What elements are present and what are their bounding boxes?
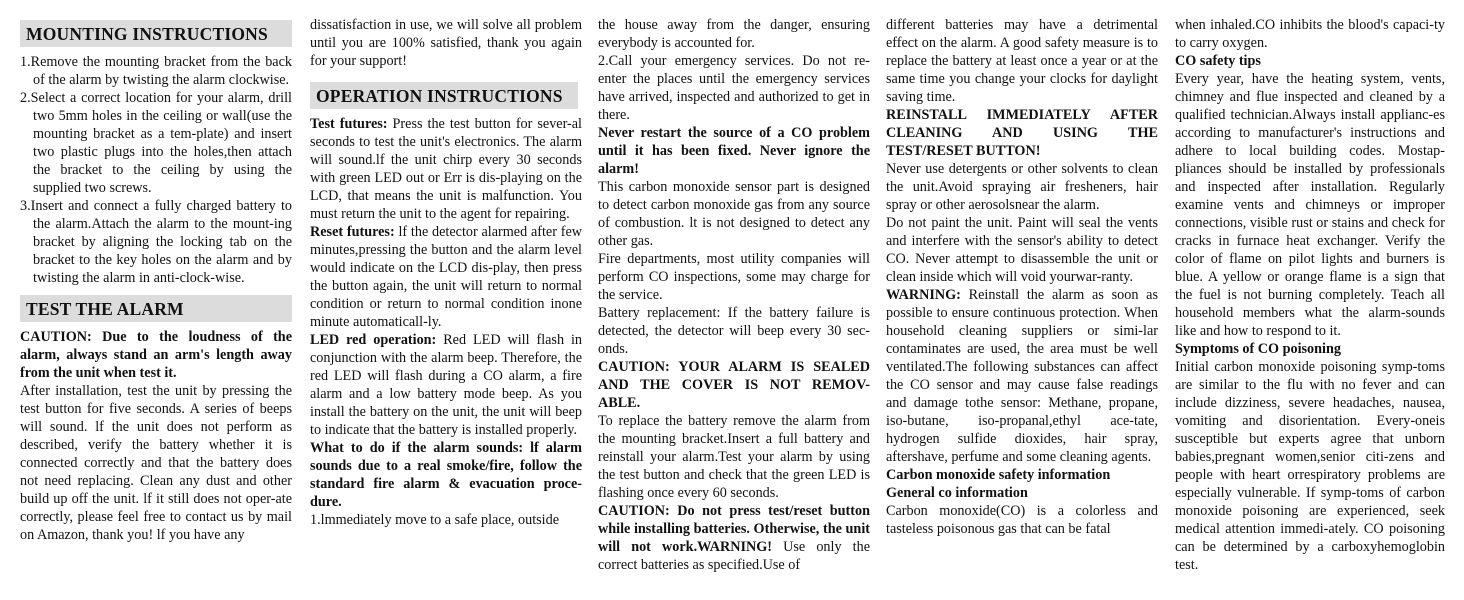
operation-instructions-heading: OPERATION INSTRUCTIONS: [310, 82, 578, 109]
col5-continuation: when inhaled.CO inhibits the blood's capaci-ty to carry oxygen.: [1175, 17, 1445, 51]
warning-text: Reinstall the alarm as soon as possible to ensure continuous protection. When household cleaning suppliers or simi-lar contaminates are used, the area must be well ventilated.The following substances can affect the CO sensor and may cause false readings and damage tothe sensor: Methane, propane, iso-butane, iso-propanal,ethyl ace-tate, hydrogen sulfide dioxides, hair spray, aftershave, perfume and some cleaning agents.: [886, 287, 1158, 465]
evacuation-step-1: 1.lmmediately move to a safe place, outside: [310, 512, 559, 528]
column-3: [598, 16, 870, 574]
mounting-step-2: 2.Select a correct location for your alarm, drill two 5mm holes in the ceiling or wall(use the mounting bracket as a tem-plate) and insert two plastic plugs into the holes,then attach the bracket to the ceiling by using the supplied two screws.: [20, 90, 292, 196]
replace-battery-paragraph: To replace the battery remove the alarm from the mounting bracket.Insert a full battery and reinstall your alarm.Test your alarm by using the test button and check that the green LED is flashing once every 60 seconds.: [598, 413, 870, 501]
warning-paragraph: [886, 286, 1158, 466]
warning-label: WARNING:: [886, 287, 961, 303]
reset-futures-paragraph: [310, 223, 582, 331]
press-caution-bold: CAUTION: Do not press test/reset button while installing batteries. Otherwise, the unit will not work.WARNING!: [598, 503, 870, 555]
sensor-paragraph: This carbon monoxide sensor part is designed to detect carbon monoxide gas from any source of combustion. lt is not designed to detect any other gas.: [598, 179, 870, 249]
mounting-instructions-heading: MOUNTING INSTRUCTIONS: [20, 20, 292, 47]
do-not-paint: Do not paint the unit. Paint will seal the vents and interfere with the sensor's ability to detect CO. Never attempt to disassemble the unit or clean inside which will void yourwar-ranty.: [886, 215, 1158, 285]
mounting-step-1: 1.Remove the mounting bracket from the back of the alarm by twisting the alarm clockwise.: [20, 54, 292, 88]
never-restart-warning: Never restart the source of a CO problem until it has been fixed. Never ignore the alarm!: [598, 125, 870, 177]
col4-continuation: different batteries may have a detrimental effect on the alarm. A good safety measure is to replace the battery at least once a year or at the same time you change your clocks for daylight saving time.: [886, 17, 1158, 105]
col2-continuation: dissatisfaction in use, we will solve all problem until you are 100% satisfied, thank you again for your support!: [310, 17, 582, 69]
what-to-do-paragraph: What to do if the alarm sounds: lf alarm sounds due to a real smoke/fire, follow the standard fire alarm & evacuation proce-dure.: [310, 440, 582, 510]
co-safety-info-heading: Carbon monoxide safety information: [886, 467, 1111, 483]
column-2: [310, 16, 582, 529]
symptoms-heading: Symptoms of CO poisoning: [1175, 341, 1341, 357]
fire-departments-paragraph: Fire departments, most utility companies will perform CO inspections, some may charge for the service.: [598, 251, 870, 303]
column-5: [1175, 16, 1445, 574]
column-1: [20, 16, 292, 544]
symptoms-paragraph: Initial carbon monoxide poisoning symp-toms are similar to the flu with no fever and can include dizziness, severe headaches, nausea, vomiting and disorientation. Every-oneis susceptible but experts agree that unborn babies,pregnant women,senior citi-zens and people with heart orrespiratory problems are especially vulnerable. If symp-toms of carbon monoxide poisoning are experienced, seek medical attention immedi-ately. CO poisoning can be determined by a carboxyhemoglobin test.: [1175, 359, 1445, 573]
col3-continuation: the house away from the danger, ensuring everybody is accounted for.: [598, 17, 870, 51]
general-co-paragraph: Carbon monoxide(CO) is a colorless and tasteless poisonous gas that can be fatal: [886, 503, 1158, 537]
never-use-detergents: Never use detergents or other solvents to clean the unit.Avoid spraying air fresheners, hair spray or other aerosolsnear the alarm.: [886, 161, 1158, 213]
press-caution-paragraph: [598, 502, 870, 574]
test-caution: CAUTION: Due to the loudness of the alarm, always stand an arm's length away from the unit when test it.: [20, 329, 292, 381]
co-safety-tips-heading: CO safety tips: [1175, 53, 1261, 69]
led-label: LED red operation:: [310, 332, 437, 348]
sealed-caution: CAUTION: YOUR ALARM IS SEALED AND THE COVER IS NOT REMOV-ABLE.: [598, 359, 870, 411]
test-futures-label: Test futures:: [310, 116, 388, 132]
general-co-info-heading: General co information: [886, 485, 1028, 501]
evacuation-step-2: 2.Call your emergency services. Do not re-enter the places until the emergency services have arrived, inspected and authorized to get in there.: [598, 53, 870, 123]
column-4: [886, 16, 1158, 538]
co-safety-tips-paragraph: Every year, have the heating system, vents, chimney and flue inspected and cleaned by a qualified technician.Always install applianc-es according to manufacturer's instructions and adhere to local building codes. Mostap-pliances should be installed by professionals and inspected after installation. Regularly examine vents and chimneys or improper connections, visible rust or stains and check for cracks in furnace heat exchanger. Verify the color of flame on pilot lights and burners is blue. A yellow or orange flame is a sign that the fuel is not burning completely. Teach all household members what the alarm-sounds like and how to respond to it.: [1175, 71, 1445, 339]
reset-futures-text: lf the detector alarmed after few minutes,pressing the button and the alarm level would indicate on the LCD dis-play, then press the button again, the unit will return to normal condition or return to normal condition inone minute automaticall-ly.: [310, 224, 582, 330]
test-futures-text: Press the test button for sever-al seconds to test the unit's electronics. The alarm will sound.lf the unit chirp every 30 seconds with green LED out or Err is dis-playing on the LCD, that means the unit is malfunction. You must return the unit to the agent for repairing.: [310, 116, 583, 222]
led-paragraph: [310, 331, 582, 439]
battery-replacement-paragraph: Battery replacement: If the battery failure is detected, the detector will beep every 30 sec-onds.: [598, 305, 870, 357]
use-only-text: Use only the correct batteries as specified.Use of: [598, 539, 871, 573]
mounting-step-3: 3.Insert and connect a fully charged battery to the alarm.Attach the alarm to the mount-ing bracket by aligning the locking tab on the bracket to the key holes on the alarm and by twisting the alarm in anti-clock-wise.: [20, 198, 292, 286]
test-paragraph: After installation, test the unit by pressing the test button for five seconds. A series of beeps will sound. lf the unit does not perform as described, verify the battery whether it is connected correctly and that the battery does not need replacing. Clean any dust and other build up off the unit. lf it still does not oper-ate correctly, please feel free to contact us by mail on Amazon, thank you! lf you have any: [20, 383, 292, 543]
test-futures-paragraph: [310, 115, 582, 223]
reinstall-warning: REINSTALL IMMEDIATELY AFTER CLEANING AND USING THE TEST/RESET BUTTON!: [886, 107, 1158, 159]
test-alarm-heading: TEST THE ALARM: [20, 295, 292, 322]
reset-futures-label: Reset futures:: [310, 224, 395, 240]
led-text: Red LED will flash in conjunction with the alarm beep. Therefore, the red LED will flash during a CO alarm, a fire alarm and a low battery mode beep. As you install the battery on the unit, the unit will beep to indicate that the battery is installed properly.: [310, 332, 583, 438]
